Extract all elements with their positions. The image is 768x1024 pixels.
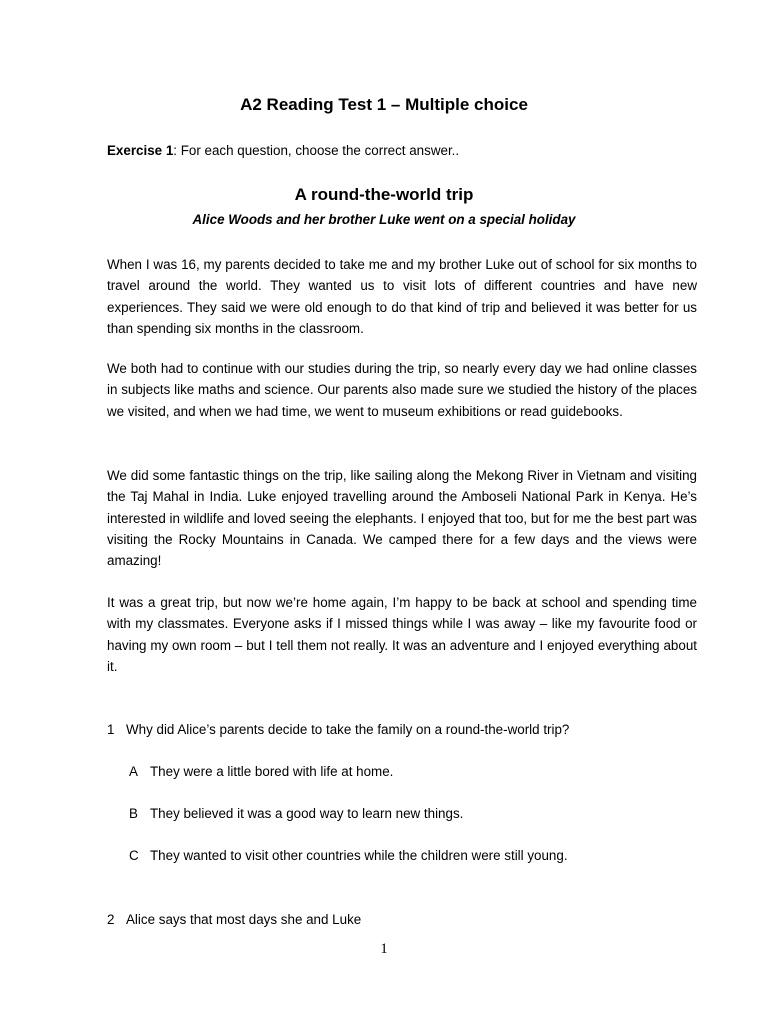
exercise-label: Exercise 1 [107, 143, 174, 158]
article-paragraph: It was a great trip, but now we’re home again, I’m happy to be back at school and spending time with my classmates. Everyone asks if I missed things while I was away – like my favourite food or having my own room – but I tell them not really. It was an adventure and I enjoyed everything about it. [107, 595, 697, 674]
page-number: 1 [380, 941, 388, 957]
article-paragraph: We did some fantastic things on the trip, like sailing along the Mekong River in Vietnam and visiting the Taj Mahal in India. Luke enjoyed travelling around the Amboseli National Park in Kenya. He’s interested in wildlife and loved seeing the elephants. I enjoyed that too, but for me the best part was visiting the Rocky Mountains in Canada. We camped there for a few days and the views were amazing! [107, 468, 697, 569]
question-1-option-a[interactable] [129, 762, 709, 782]
question-1-option-c[interactable] [129, 846, 709, 866]
question-text: Why did Alice’s parents decide to take the family on a round-the-world trip? [126, 722, 570, 737]
option-text: They wanted to visit other countries while the children were still young. [150, 848, 568, 863]
question-1 [107, 720, 707, 740]
option-text: They were a little bored with life at home. [150, 764, 394, 779]
question-1-option-b[interactable] [129, 804, 709, 824]
option-text: They believed it was a good way to learn new things. [150, 806, 464, 821]
article-paragraph: We both had to continue with our studies during the trip, so nearly every day we had online classes in subjects like maths and science. Our parents also made sure we studied the history of the places we visited, and when we had time, we went to museum exhibitions or read guidebooks. [107, 361, 697, 419]
question-text: Alice says that most days she and Luke [126, 912, 362, 927]
article-paragraph: When I was 16, my parents decided to take me and my brother Luke out of school for six months to travel around the world. They wanted us to visit lots of different countries and have new experiences. They said we were old enough to do that kind of trip and believed it was better for us than spending six months in the classroom. [107, 257, 697, 336]
article-title: A round-the-world trip [294, 185, 474, 204]
question-number: 2 [107, 912, 115, 927]
option-letter: A [129, 764, 138, 779]
question-2 [107, 910, 707, 930]
exercise-text: : For each question, choose the correct answer.. [173, 143, 460, 158]
article-subtitle: Alice Woods and her brother Luke went on a special holiday [192, 212, 576, 227]
question-number: 1 [107, 722, 115, 737]
option-letter: C [129, 848, 139, 863]
page-title: A2 Reading Test 1 – Multiple choice [240, 95, 528, 114]
option-letter: B [129, 806, 138, 821]
exercise-instruction [107, 140, 697, 161]
